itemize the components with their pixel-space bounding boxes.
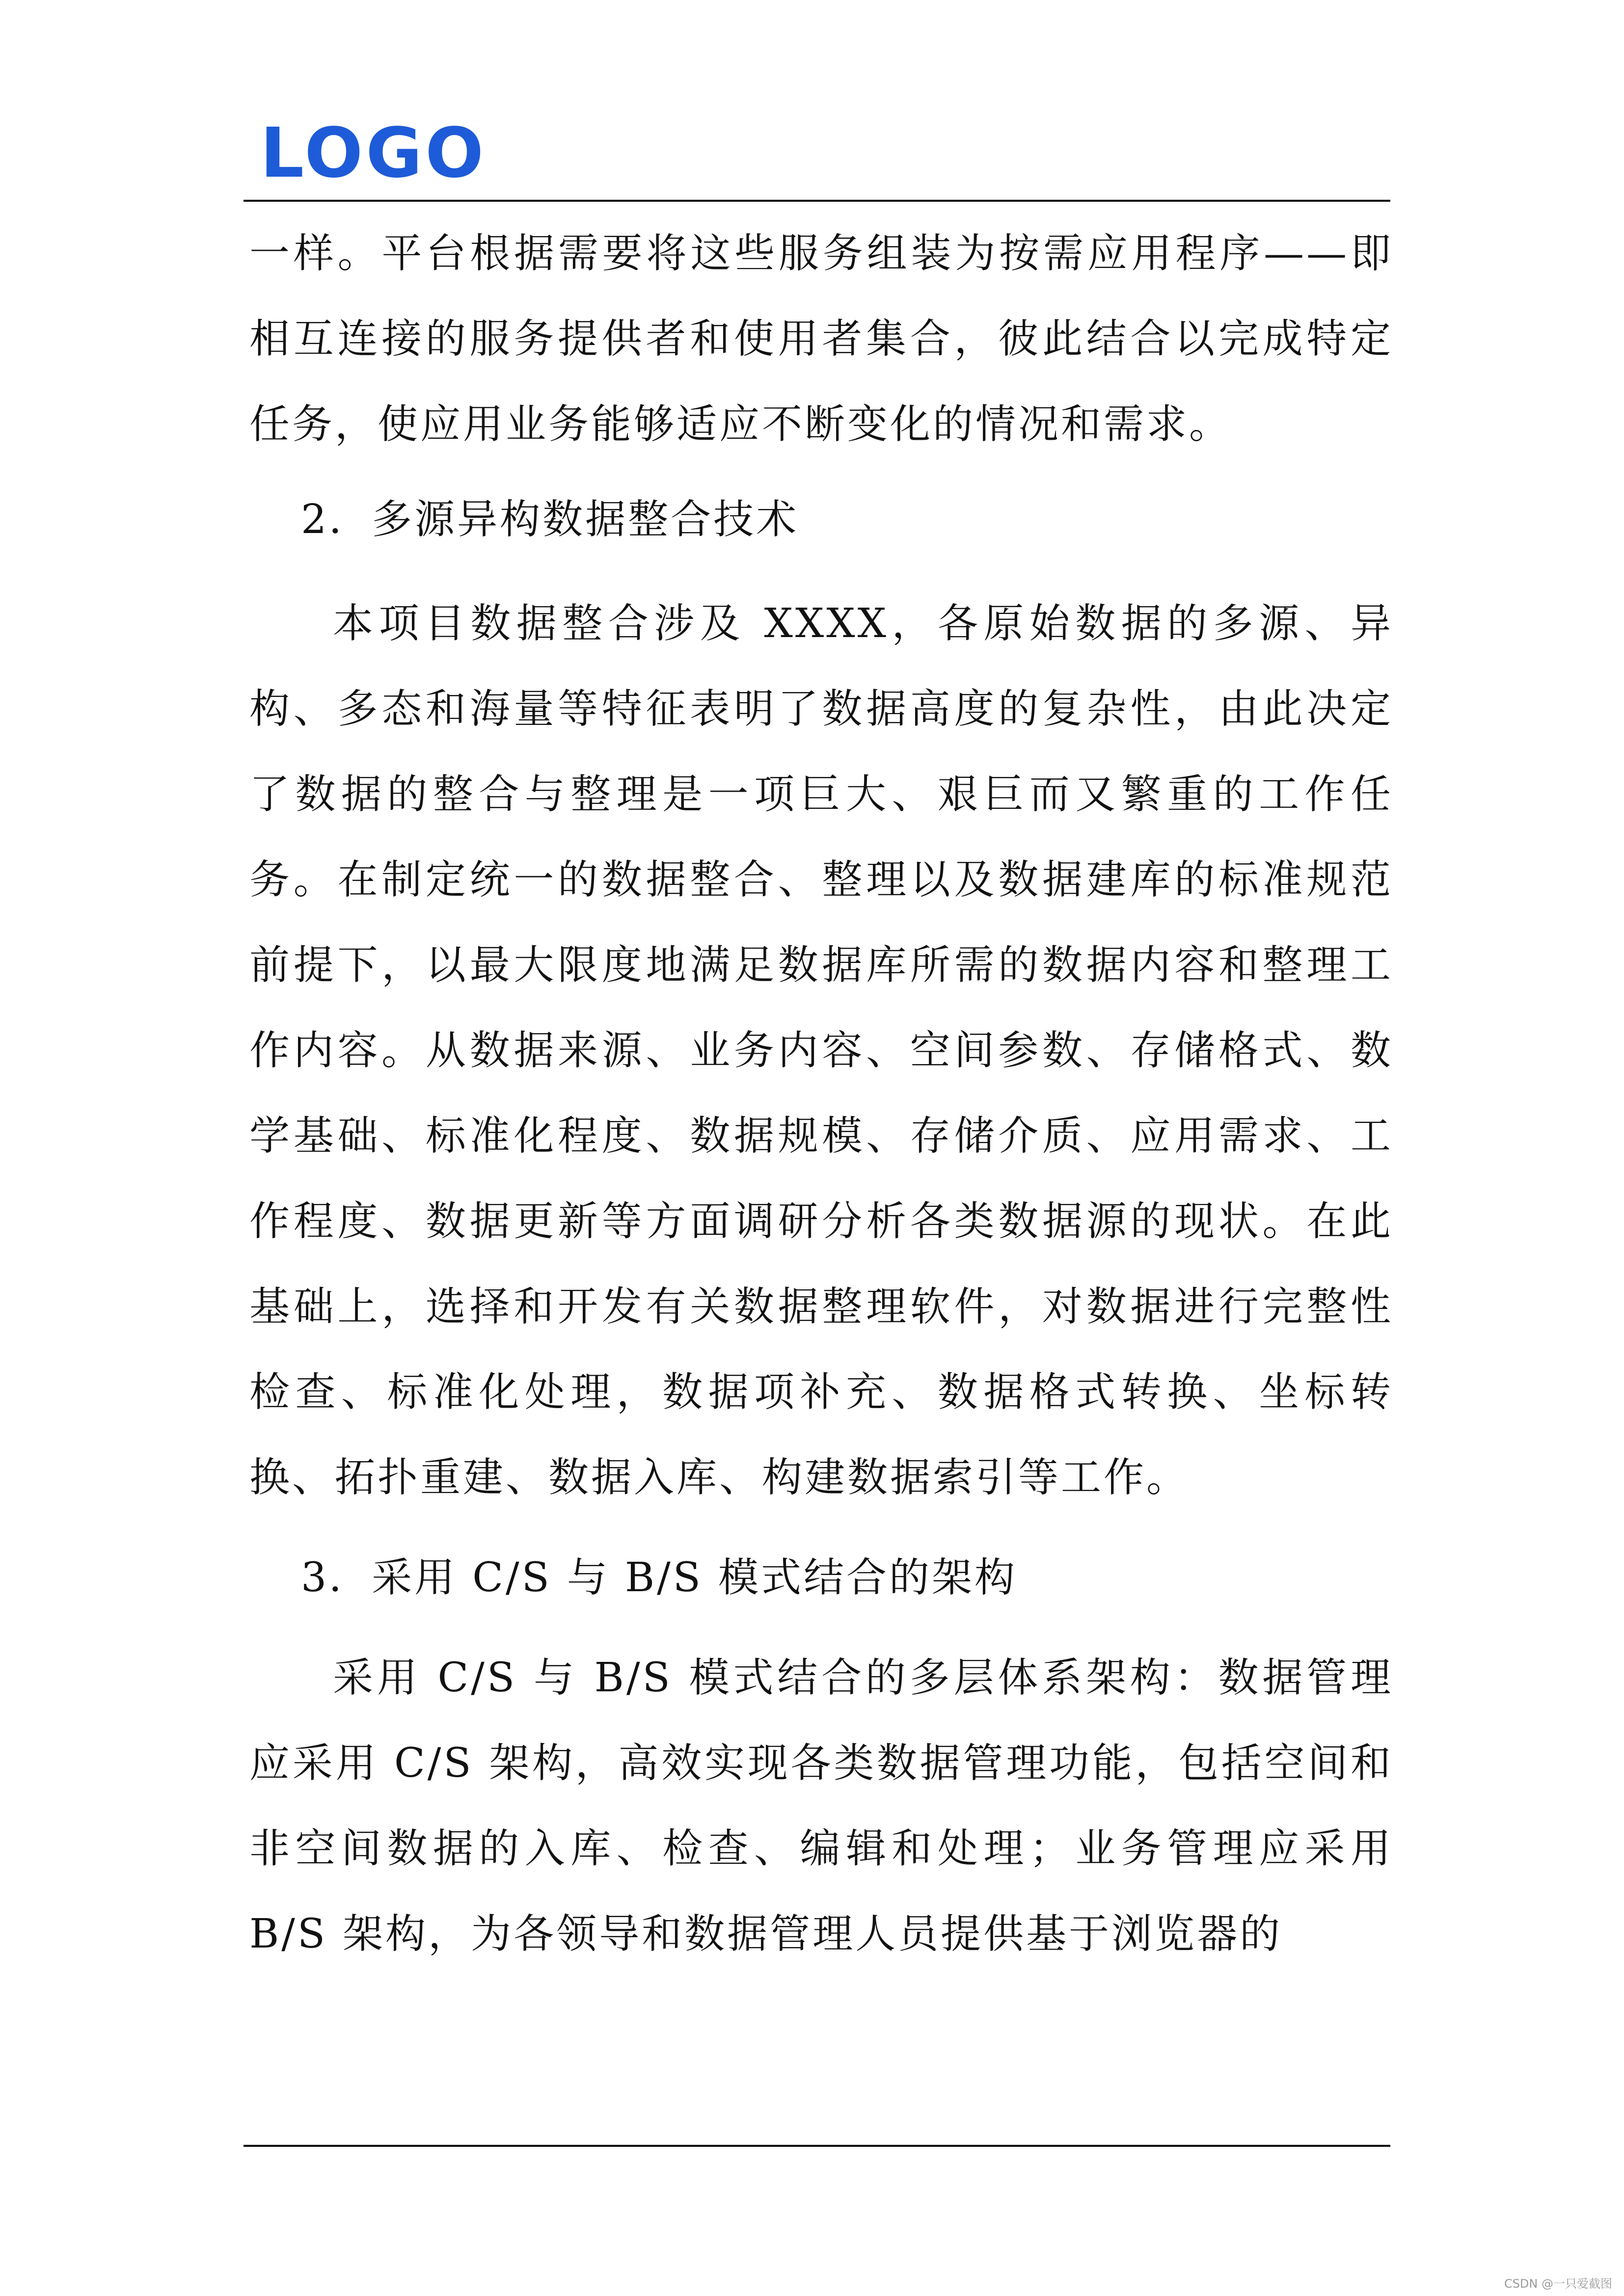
paragraph-2: 本项目数据整合涉及 XXXX，各原始数据的多源、异构、多态和海量等特征表明了数据高度的复杂性，由此决定了数据的整合与整理是一项巨大、艰巨而又繁重的工作任务。在制定统一的数据整合、整理以及数据建库的标准规范前提下，以最大限度地满足数据库所需的数据内容和整理工作内容。从数据来源、业务内容、空间参数、存储格式、数学基础、标准化程度、数据规模、存储介质、应用需求、工作程度、数据更新等方面调研分析各类数据源的现状。在此基础上，选择和开发有关数据整理软件，对数据进行完整性检查、标准化处理，数据项补充、数据格式转换、坐标转换、拓扑重建、数据入库、构建数据索引等工作。 bbox=[249, 600, 1393, 1501]
footer-rule bbox=[244, 2145, 1390, 2147]
paragraph-1: 一样。平台根据需要将这些服务组装为按需应用程序——即相互连接的服务提供者和使用者集合，彼此结合以完成特定任务，使应用业务能够适应不断变化的情况和需求。 bbox=[249, 230, 1393, 448]
section-heading-2: 2．多源异构数据整合技术 bbox=[301, 496, 799, 543]
section-heading-3: 3．采用 C/S 与 B/S 模式结合的架构 bbox=[301, 1554, 1018, 1601]
watermark: CSDN @一只爱截图 bbox=[1504, 2277, 1612, 2291]
page-body bbox=[249, 211, 1393, 1977]
paragraph-3: 采用 C/S 与 B/S 模式结合的多层体系架构：数据管理应采用 C/S 架构，高效实现各类数据管理功能，包括空间和非空间数据的入库、检查、编辑和处理；业务管理应采用 B/S 架构，为各领导和数据管理人员提供基于浏览器的 bbox=[249, 1655, 1393, 1957]
logo: LOGO bbox=[260, 113, 487, 193]
header-rule bbox=[244, 200, 1390, 202]
